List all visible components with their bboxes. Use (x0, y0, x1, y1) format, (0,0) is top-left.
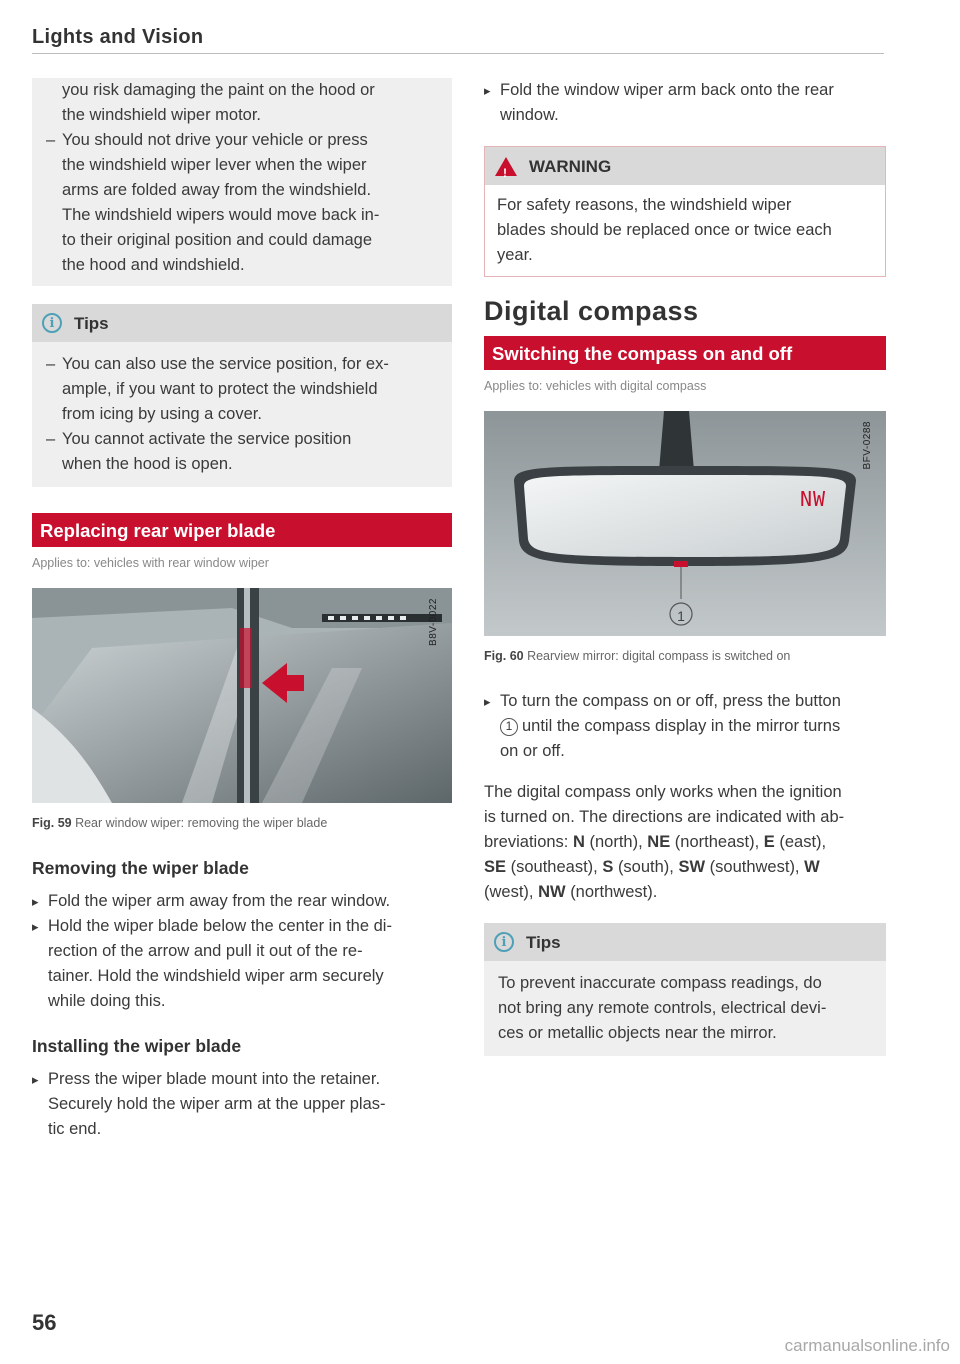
text-line: The windshield wipers would move back in- (62, 206, 380, 224)
direction-name: (south), (617, 858, 674, 876)
text-line: when the hood is open. (62, 455, 233, 473)
step-item (484, 689, 886, 764)
installing-steps (32, 1067, 452, 1142)
text-line: You cannot activate the service position (62, 430, 352, 448)
running-header: Lights and Vision (32, 26, 204, 48)
direction-abbr: SE (484, 858, 507, 876)
figure-rear-wiper (32, 588, 452, 803)
warning-header (485, 147, 885, 185)
continued-line (46, 78, 442, 128)
text-line: blades should be replaced once or twice each (497, 221, 832, 239)
info-icon: i (42, 313, 62, 333)
text-line: You can also use the service position, for ex- (62, 355, 389, 373)
figure-caption-text: Rear window wiper: removing the wiper blade (75, 816, 328, 830)
right-column (484, 78, 886, 1056)
direction-abbr: E (763, 833, 775, 851)
list-item (46, 352, 442, 427)
text-line: the hood and windshield. (62, 256, 245, 274)
text-line: while doing this. (48, 992, 166, 1010)
warning-triangle-icon (495, 157, 517, 176)
direction-abbr: NE (647, 833, 671, 851)
warning-body (485, 185, 885, 276)
applies-to: Applies to: vehicles with rear window wiper (32, 556, 269, 570)
direction-name: (northeast), (674, 833, 760, 851)
compass-step (484, 689, 886, 764)
text-line: Fold the wiper arm away from the rear window. (48, 892, 391, 910)
text-line: The digital compass only works when the ignition (484, 783, 842, 801)
text-line: until the compass display in the mirror turns (522, 717, 841, 735)
direction-abbr: W (804, 858, 820, 876)
figure-caption-text: Rearview mirror: digital compass is switched on (527, 649, 791, 663)
text-line: year. (497, 246, 533, 264)
figure-label: Fig. 60 (484, 649, 524, 663)
tips-box (484, 923, 886, 1056)
text-line: is turned on. The directions are indicated with ab- (484, 808, 845, 826)
list-item (46, 427, 442, 477)
text-line: the windshield wiper motor. (62, 106, 262, 124)
subheading-installing: Installing the wiper blade (32, 1036, 242, 1056)
tips-header (484, 923, 886, 961)
removing-steps (32, 889, 452, 1014)
direction-name: (northwest). (570, 883, 658, 901)
tips-list (46, 352, 442, 477)
tips-header (32, 304, 452, 342)
text-line: tainer. Hold the windshield wiper arm securely (48, 967, 384, 985)
callout-marker: 1 (500, 718, 518, 736)
text-line: the windshield wiper lever when the wiper (62, 156, 367, 174)
tips-body (32, 342, 452, 487)
text-line: rection of the arrow and pull it out of the re- (48, 942, 363, 960)
figure-compass-mirror (484, 411, 886, 636)
text-line: You should not drive your vehicle or press (62, 131, 368, 149)
section-banner: Switching the compass on and off (484, 336, 886, 370)
tips-label: Tips (74, 313, 109, 333)
info-icon: i (494, 932, 514, 952)
figure-caption (32, 811, 452, 836)
figure-callout: 1 (677, 608, 685, 624)
step-item (32, 1067, 452, 1142)
text-line: you risk damaging the paint on the hood or (62, 81, 375, 99)
text-line: ces or metallic objects near the mirror. (498, 1024, 777, 1042)
rear-wiper-illustration (32, 588, 452, 803)
text-line: to their original position and could damage (62, 231, 373, 249)
text-line: breviations: (484, 833, 569, 851)
subheading-removing: Removing the wiper blade (32, 858, 249, 878)
list-item (46, 128, 442, 278)
tips-body (484, 961, 886, 1056)
direction-name: (southeast), (510, 858, 598, 876)
fold-step (484, 78, 886, 128)
figure-code: B8V-0022 (428, 598, 439, 646)
direction-name: (southwest), (709, 858, 800, 876)
direction-name: (east), (779, 833, 827, 851)
direction-abbr: NW (538, 883, 566, 901)
page-number: 56 (32, 1310, 57, 1335)
text-line: arms are folded away from the windshield. (62, 181, 372, 199)
warning-box (484, 146, 886, 277)
figure-code: BFV-0288 (862, 421, 873, 470)
text-line: Fold the window wiper arm back onto the rear (500, 81, 834, 99)
step-item (32, 889, 452, 914)
step-item (32, 914, 452, 1014)
step-item (484, 78, 886, 128)
continued-list (46, 78, 442, 278)
continued-note-box (32, 78, 452, 286)
text-line: on or off. (500, 742, 565, 760)
section-banner: Replacing rear wiper blade (32, 513, 452, 547)
text-line: For safety reasons, the windshield wiper (497, 196, 792, 214)
figure-label: Fig. 59 (32, 816, 72, 830)
watermark: carmanualsonline.info (784, 1336, 950, 1355)
text-line: window. (500, 106, 559, 124)
header-rule (32, 53, 884, 54)
text-line: Securely hold the wiper arm at the upper plas- (48, 1095, 386, 1113)
text-line: tic end. (48, 1120, 102, 1138)
compass-paragraph (484, 780, 886, 905)
warning-label: WARNING (529, 156, 612, 176)
direction-name: (west), (484, 883, 534, 901)
direction-abbr: S (602, 858, 614, 876)
text-line: To turn the compass on or off, press the button (500, 692, 841, 710)
left-column (32, 78, 452, 1142)
text-line: Press the wiper blade mount into the retainer. (48, 1070, 381, 1088)
text-line: Hold the wiper blade below the center in the di- (48, 917, 392, 935)
text-line: from icing by using a cover. (62, 405, 262, 423)
compass-display: NW (800, 487, 827, 511)
tips-label: Tips (526, 932, 561, 952)
direction-abbr: SW (678, 858, 706, 876)
text-line: not bring any remote controls, electrical devi- (498, 999, 827, 1017)
tips-box (32, 304, 452, 487)
text-line: To prevent inaccurate compass readings, do (498, 974, 822, 992)
applies-to: Applies to: vehicles with digital compass (484, 379, 707, 393)
section-heading: Digital compass (484, 296, 699, 326)
text-line: ample, if you want to protect the windshield (62, 380, 378, 398)
direction-abbr: N (572, 833, 585, 851)
figure-caption (484, 644, 886, 669)
rearview-mirror-illustration (484, 411, 886, 636)
direction-name: (north), (589, 833, 643, 851)
